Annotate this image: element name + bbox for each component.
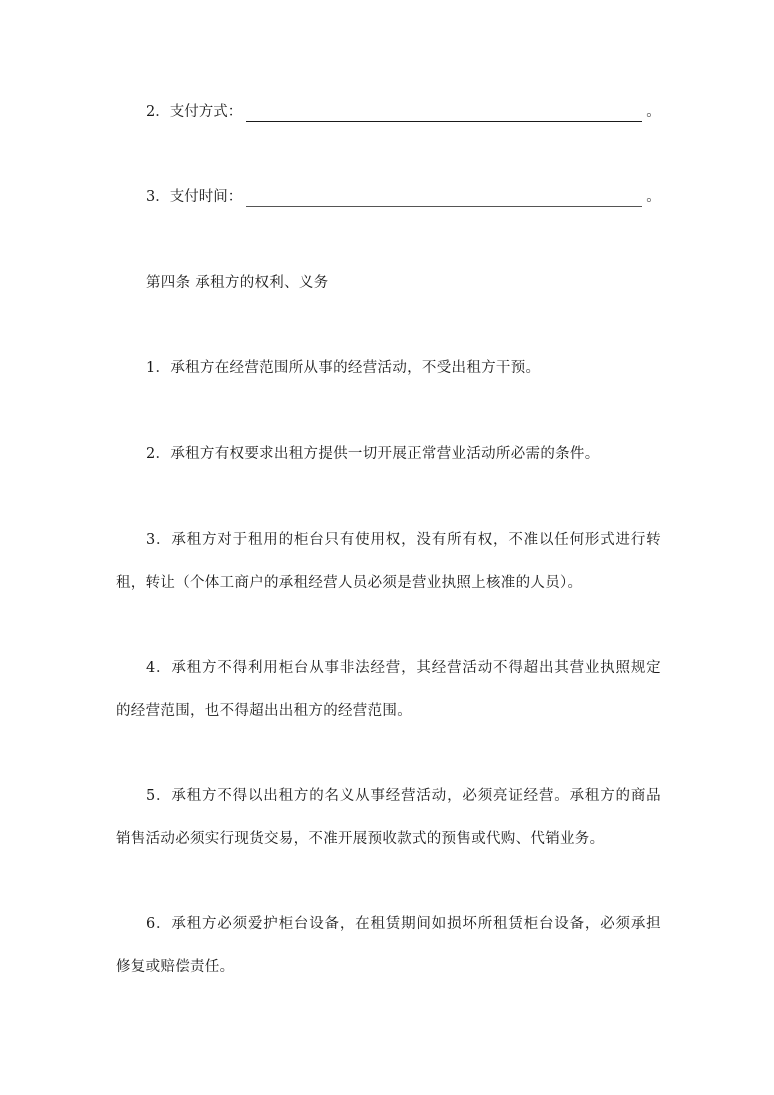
clause-4-line-2: 的经营范围，也不得超出出租方的经营范围。 <box>116 703 412 719</box>
payment-time-blank <box>246 192 642 207</box>
clause-1: 1．承租方在经营范围所从事的经营活动，不受出租方干预。 <box>146 360 541 376</box>
clause-3-line-2: 租，转让（个体工商户的承租经营人员必须是营业执照上核准的人员）。 <box>116 575 583 591</box>
payment-method-end: 。 <box>646 104 661 120</box>
clause-6-line-2: 修复或赔偿责任。 <box>116 959 235 975</box>
clause-6-line-1: 6．承租方必须爱护柜台设备，在租赁期间如损坏所租赁柜台设备，必须承担 <box>146 916 661 932</box>
payment-time-label: 3．支付时间： <box>146 189 243 205</box>
clause-5-line-2: 销售活动必须实行现货交易，不准开展预收款式的预售或代购、代销业务。 <box>116 831 605 847</box>
clause-4-line-1: 4．承租方不得利用柜台从事非法经营，其经营活动不得超出其营业执照规定 <box>146 660 661 676</box>
clause-3-line-1: 3．承租方对于租用的柜台只有使用权，没有所有权，不准以任何形式进行转 <box>146 532 661 548</box>
clause-5-line-1: 5．承租方不得以出租方的名义从事经营活动，必须亮证经营。承租方的商品 <box>146 788 661 804</box>
payment-time-end: 。 <box>646 189 661 205</box>
payment-time-row <box>146 187 666 207</box>
payment-method-blank <box>246 107 642 122</box>
article-heading: 第四条 承租方的权利、义务 <box>146 275 329 291</box>
payment-method-row <box>146 102 666 122</box>
payment-method-label: 2．支付方式： <box>146 104 243 120</box>
clause-2: 2．承租方有权要求出租方提供一切开展正常营业活动所必需的条件。 <box>146 446 600 462</box>
